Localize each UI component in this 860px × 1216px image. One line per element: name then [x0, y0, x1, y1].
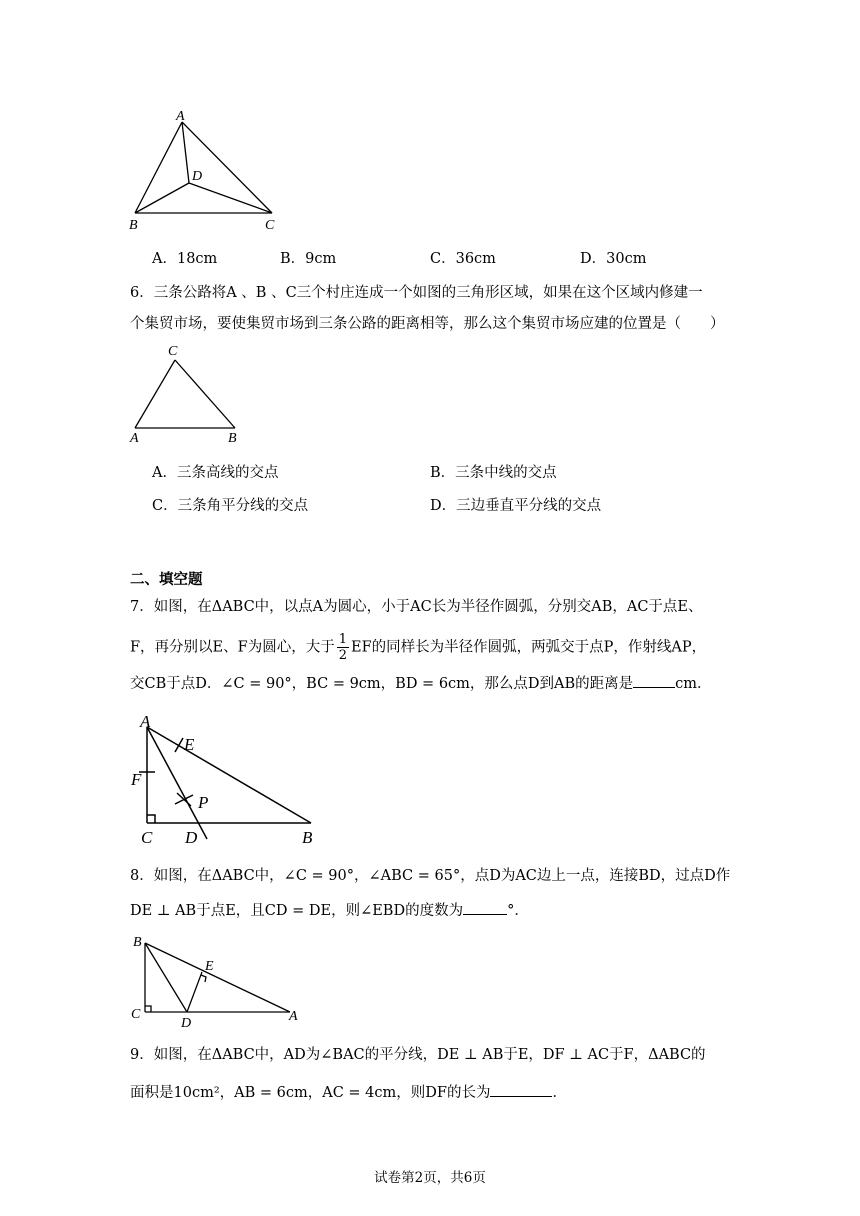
q7-label-d: D	[185, 828, 198, 847]
q7-figure	[125, 705, 335, 850]
q5-label-b: B	[129, 218, 138, 233]
q9-answer-blank[interactable]	[490, 1082, 552, 1097]
q7-answer-blank[interactable]	[633, 673, 675, 688]
q7-label-b: B	[302, 828, 313, 847]
q6-option-b: B．三条中线的交点	[430, 465, 557, 481]
section-heading: 二、填空题	[130, 571, 203, 588]
q7-label-f: F	[131, 770, 142, 789]
q7-right-angle-mark	[147, 815, 155, 823]
q7-label-e: E	[184, 735, 195, 754]
q7-text-line3: 交CB于点D．∠C = 90°，BC = 9cm，BD = 6cm，那么点D到AB的距离是 cm．	[130, 673, 712, 694]
q8-seg-de	[187, 972, 202, 1012]
q8-text-line2: DE ⊥ AB于点E，且CD = DE，则∠EBD的度数为 °．	[130, 900, 529, 921]
q6-text-line1: 6．三条公路将A 、B 、C三个村庄连成一个如图的三角形区域，如果在这个区域内修建一	[130, 285, 703, 301]
q6-option-c: C．三条角平分线的交点	[152, 498, 309, 514]
q5-side-ac	[182, 122, 272, 213]
q7-text-line1: 7．如图，在ΔABC中，以点A为圆心，小于AC长为半径作圆弧，分别交AB，AC于点E、	[130, 599, 703, 615]
q7-text-line2: F，再分别以E、F为圆心，大于 $\frac{1}{2}$ EF的同样长为半径作圆弧，两弧交于点P，作射线AP，	[130, 632, 707, 663]
q5-option-b: B．9cm	[280, 251, 337, 267]
q6-label-b: B	[228, 431, 237, 446]
q8-label-c: C	[131, 1007, 141, 1022]
q7-arc-tick-e	[175, 738, 183, 752]
q9-text-line2: 面积是10cm²，AB = 6cm，AC = 4cm，则DF的长为 ．	[130, 1082, 567, 1103]
q7-label-a: A	[140, 712, 151, 731]
q8-label-a: A	[289, 1009, 298, 1024]
q7-label-p: P	[198, 793, 209, 812]
q6-side-ac	[135, 360, 175, 428]
q7-label-c: C	[141, 828, 153, 847]
q5-option-c: C．36cm	[430, 251, 496, 267]
q5-option-a: A．18cm	[152, 251, 218, 267]
q6-option-d: D．三边垂直平分线的交点	[430, 498, 602, 514]
q5-option-d: D．30cm	[580, 251, 647, 267]
q8-label-d: D	[181, 1016, 192, 1030]
q6-label-c: C	[168, 344, 178, 359]
q5-figure	[125, 105, 290, 235]
page-footer: 试卷第2页，共6页	[374, 1170, 486, 1186]
q5-seg-ad	[182, 122, 189, 183]
q8-text-line1: 8．如图，在ΔABC中，∠C = 90°，∠ABC = 65°，点D为AC边上一点，连接BD，过点D作	[130, 868, 731, 884]
q6-option-a: A．三条高线的交点	[152, 465, 279, 481]
q8-label-b: B	[133, 935, 142, 950]
q6-figure	[125, 340, 255, 448]
q8-label-e: E	[205, 959, 214, 974]
q9-text-line1: 9．如图，在ΔABC中，AD为∠BAC的平分线，DE ⊥ AB于E，DF ⊥ AC于F，ΔABC的	[130, 1047, 706, 1063]
q5-label-c: C	[265, 218, 275, 233]
q5-label-d: D	[192, 169, 203, 184]
q5-label-a: A	[176, 109, 185, 124]
q5-seg-cd	[189, 183, 272, 213]
q6-text-line2: 个集贸市场，要使集贸市场到三条公路的距离相等，那么这个集贸市场应建的位置是（ ）	[130, 316, 725, 332]
q7-fraction: $\frac{1}{2}$	[338, 632, 347, 663]
q6-label-a: A	[130, 431, 139, 446]
q8-right-angle-c	[145, 1006, 151, 1012]
q8-figure	[125, 930, 310, 1030]
q6-side-bc	[175, 360, 235, 428]
q8-right-angle-e	[201, 975, 206, 982]
q8-answer-blank[interactable]	[463, 900, 507, 915]
q7-side-ab	[147, 727, 311, 823]
